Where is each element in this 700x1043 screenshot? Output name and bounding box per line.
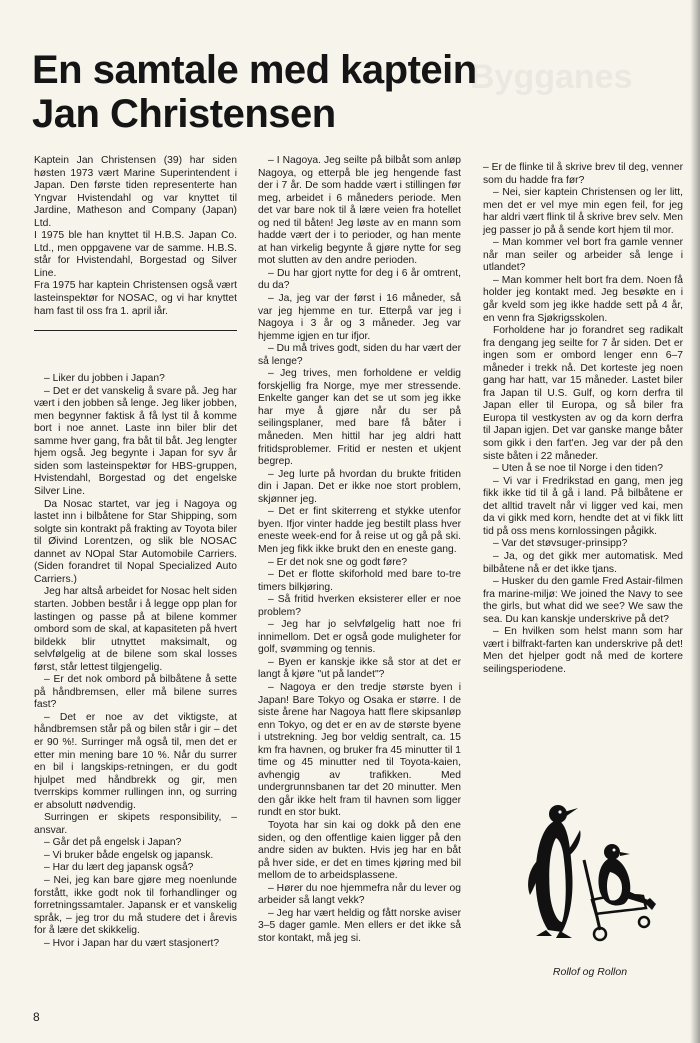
paragraph: – Nei, sier kaptein Christensen og ler litt, men det er vel mye min egen feil, for jeg har aldri vært flink til å skrive brev selv. Men jeg passer jo på å sende kort hjem til mor. — [483, 187, 683, 236]
paragraph: – Jeg trives, men forholdene er veldig forskjellig fra Norge, mye mer stressende. Enkelte ganger kan det se ut som jeg ikke har mye å gjøre når du ser på seilingsplaner, med bare få båter i måneden. Men hittil har jeg aldri hatt fritidsproblemer. Fritid er nesten et ukjent begrep. — [258, 368, 461, 468]
paragraph: – Er det nok ombord på bilbåtene å sette på håndbremsen, eller må bilene surres fast? — [34, 674, 237, 711]
column-2 — [258, 155, 461, 945]
paragraph: – Byen er kanskje ikke så stor at det er langt å kjøre "ut på landet"? — [258, 656, 461, 681]
paragraph: – Går det på engelsk i Japan? — [44, 837, 182, 849]
paragraph: – Husker du den gamle Fred Astair-filmen fra marine-miljø: We joined the Navy to see the girls, but what did we see? We saw the sea. Du kan kanskje underskrive på det? — [483, 576, 684, 625]
paragraph: – Uten å se noe til Norge i den tiden? — [493, 463, 664, 475]
paragraph: – Det er flotte skiforhold med bare to-tre timers bilkjøring. — [258, 569, 461, 593]
article-title: En samtale med kaptein Jan Christensen — [32, 48, 477, 136]
paragraph: – Man kommer vel bort fra gamle venner når man seiler og arbeider så lenge i utlandet? — [483, 237, 683, 274]
paragraph: – Man kommer helt bort fra dem. Noen få holder jeg kontakt med. Jeg besøkte en i går kveld som jeg ikke hadde sett på 4 år, en venn fra Sjøkrigsskolen. — [483, 274, 683, 324]
small-penguin-figure — [598, 844, 656, 910]
paragraph: Da Nosac startet, var jeg i Nagoya og lastet inn i bilbåtene for Star Shipping, som solgte sin kontrakt på frakting av Toyota biler til Øivind Lorentzen, og slik ble NOSAC dannet av NOpal Star Automobile Carriers. (Siden forandret til Nopal Specialized Auto Carriers.) — [34, 498, 237, 585]
paragraph: – Det er det vanskelig å svare på. Jeg har vært i den jobben så lenge. Jeg liker jobben, men begynner faktisk å få lyst til å komme bort i noe annet. Laste inn biler blir det samme hver gang, fra båt til båt. Jeg lengter hjem også. Jeg begynte i Japan for syv år siden som lasteinspektør for HBS-gruppen, Hvistendahl, Borgestad og det engelske Silver Line. — [34, 385, 237, 498]
paragraph: – Nei, jeg kan bare gjøre meg noenlunde forstått, ikke godt nok til forhandlinger og forretningssamtaler. Japansk er et vanskelig språk, – jeg tror du må studere det i årevis for å lære det skikkelig. — [34, 874, 237, 937]
paragraph: – Hører du noe hjemmefra når du lever og arbeider så langt vekk? — [258, 882, 461, 907]
paragraph: – Ja, jeg var der først i 16 måneder, så var jeg hjemme en tur. Etterpå var jeg i Nagoya i 3 år og 3 måneder. Jeg var hjemme igjen en tur ifjor. — [258, 293, 461, 342]
column-1 — [34, 155, 237, 950]
intro-divider — [34, 330, 237, 331]
page-number: 8 — [33, 1010, 40, 1024]
column-3 — [483, 162, 683, 676]
paragraph: – Ja, og det gikk mer automatisk. Med bilbåtene nå er det ikke tjans. — [483, 550, 683, 575]
paragraph: – Liker du jobben i Japan? — [44, 373, 165, 385]
illustration-caption: Rollof og Rollon — [552, 966, 628, 978]
penguin-cartoon-illustration — [518, 800, 668, 945]
paragraph: – Nagoya er den tredje største byen i Japan! Bare Tokyo og Osaka er større. I de siste årene har Nagoya hatt flere skipsanløp enn Tokyo, og det er en av de største byene i utstrekning. Jeg bor veldig sentralt, ca. 15 km fra havnen, og bruker fra 45 minutter til 1 time og 45 minutter ned til Toyota-kaien, avhengig av trafikken. Med undergrunnsbanen tar det 20 minutter. Men den går ikke helt fram til havnen som ligger rundt en stor bukt. — [258, 681, 461, 819]
paragraph: Forholdene har jo forandret seg radikalt fra dengang jeg seilte for 7 år siden. Det er ingen som er ombord lenger enn 6–7 måneder i trekk nå. Det korteste jeg noen gang har hatt, var 15 måneder. Lastet biler fra Japan til U.S. Gulf, og korn derfra til Japan eller til Europa, og så biler fra Europa til vestkysten av og da korn derfra til Japan igjen. Det var ganske mange båter som gikk i den fart'en. Jeg var der på den siste båten i 22 måneder. — [483, 325, 683, 462]
paragraph: – Jeg lurte på hvordan du brukte fritiden din i Japan. Det er ikke noe stort problem, skjønner jeg. — [258, 468, 461, 505]
paragraph: – Så fritid hverken eksisterer eller er noe problem? — [258, 594, 461, 618]
paragraph: Toyota har sin kai og dokk på den ene siden, og den offentlige kaien ligger på den andre siden av bukten. Hvis jeg har en båt på hver side, er det en times kjøring med bil mellom de to arbeidsplassene. — [258, 819, 461, 882]
paragraph: – Hvor i Japan har du vært stasjonert? — [44, 937, 220, 949]
bleed-through-text: Bygganes — [470, 58, 633, 96]
tall-penguin-figure — [528, 805, 580, 938]
paragraph: – Er det nok sne og godt føre? — [268, 556, 408, 568]
paragraph: – En hvilken som helst mann som har vært i bilfrakt-farten kan underskrive på det! Men det hjelper godt nå med de kortere seilingsperiodene. — [483, 626, 683, 675]
paragraph: – I Nagoya. Jeg seilte på bilbåt som anløp Nagoya, og etterpå ble jeg hengende fast der i 7 år. De som hadde vært i stillingen før meg, arbeidet i 6 måneders periode. Men det var bare nok til å lære veien fra hotellet og ned til båten! Jeg løste av en mann som hadde vært der i to perioder, og han mente at han virkelig begynte å gjøre nytte for seg mot slutten av den andre perioden. — [258, 155, 461, 267]
paragraph: – Det er noe av det viktigste, at håndbremsen står på og bilen står i gir – det er 90 %!. Surringer må også til, men det er etter min mening bare 10 %. Når du surrer en bil i langskips-retningen, er du godt hjulpet med håndbrekk og gir, men tverrskips kommer rullingen inn, og surring er absolutt nødvendig. — [34, 711, 237, 811]
intro-paragraph: Kaptein Jan Christensen (39) har siden høsten 1973 vært Marine Superintendent i Japan. Den første tiden representerte han Yngvar Hvistendahl og var knyttet til Jardine, Matheson and Company (Japan) Ltd. I 1975 ble han knyttet til H.B.S. Japan Co. Ltd., men oppgavene var de samme. H.B.S. står for Hvistendahl, Borgestad og Silver Line. Fra 1975 har kaptein Christensen også vært lasteinspektør for NOSAC, og vi har knyttet ham fast til oss fra 1. april iår. — [34, 155, 237, 317]
paragraph: – Du har gjort nytte for deg i 6 år omtrent, du da? — [258, 267, 461, 292]
paragraph: Jeg har altså arbeidet for Nosac helt siden starten. Jobben består i å legge opp plan for lastingen og passe på at bilene kommer ombord som de skal, at kapasiteten på hvert bildekk blir utnyttet maksimalt, og selvfølgelig at de bilene som skal losses først, står lettest tilgjengelig. — [34, 586, 237, 673]
paragraph: – Har du lært deg japansk også? — [44, 862, 194, 874]
paragraph: – Er de flinke til å skrive brev til deg, venner som du hadde fra før? — [483, 162, 683, 186]
paragraph: – Vi var i Fredrikstad en gang, men jeg fikk ikke tid til å gå i land. På bilbåtene er det alltid travelt når vi ligger ved kai, men da vi gikk med korn, hendte det at vi fikk litt tid på oss mens kornlossingen pågikk. — [483, 475, 683, 537]
paragraph: – Var det støvsuger-prinsipp? — [493, 538, 628, 550]
paragraph: – Jeg har vært heldig og fått norske aviser 3–5 dager gamle. Men ellers er det ikke så stor kontakt, må jeg si. — [258, 907, 461, 944]
paragraph: – Jeg har jo selvfølgelig hatt noe fri innimellom. Det er også gode muligheter for golf, svømming og tennis. — [258, 619, 461, 656]
paragraph: Surringen er skipets responsibility, – ansvar. — [34, 812, 237, 836]
page-edge-shadow — [690, 0, 700, 1043]
paragraph: – Det er fint skiterreng et stykke utenfor byen. Ifjor vinter hadde jeg bestilt plass hver eneste week-end for å reise ut og gå på ski. Men jeg fikk ikke brukt den en eneste gang. — [258, 506, 461, 555]
paragraph: – Du må trives godt, siden du har vært der så lenge? — [258, 343, 461, 367]
paragraph: – Vi bruker både engelsk og japansk. — [44, 849, 214, 861]
